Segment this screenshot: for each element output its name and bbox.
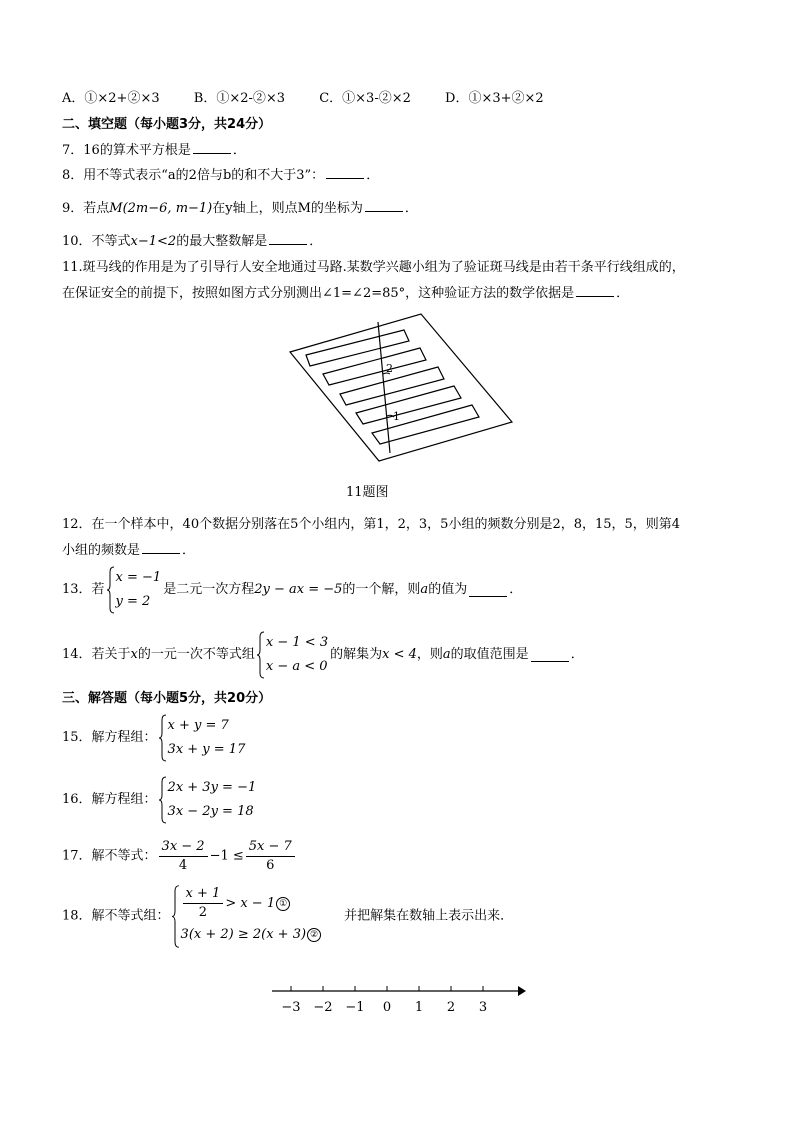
brace-icon — [257, 631, 265, 679]
tick-label: 1 — [414, 1000, 424, 1015]
section2-title: 二、填空题（每小题3分，共24分） — [62, 117, 272, 132]
fraction: $\frac{3x - 2}{4}$ — [159, 838, 208, 875]
tick-label: 3 — [478, 1000, 488, 1015]
mark-2: ② — [307, 928, 321, 942]
figure-caption: 11题图 — [346, 485, 389, 500]
option-a: A．①×2+②×3 — [62, 91, 160, 106]
inequality-system: x − 1 < 3 x − a < 0 — [257, 631, 328, 679]
brace-icon — [159, 776, 167, 824]
brace-icon — [107, 566, 115, 614]
answer-blank — [326, 166, 364, 179]
option-b: B．①×2-②×3 — [193, 91, 286, 106]
tick-label: −1 — [345, 1000, 365, 1015]
question-11-line2: 在保证安全的前提下，按照如图方式分别测出∠1=∠2=85°，这种验证方法的数学依据是 ． — [62, 286, 630, 301]
question-12-line2: 小组的频数是 ． — [62, 543, 196, 558]
answer-blank — [576, 284, 614, 297]
equation-system: 2x + 3y = −1 3x − 2y = 18 — [159, 776, 257, 824]
answer-blank — [193, 141, 231, 154]
answer-blank — [142, 541, 180, 554]
angle-label-2: 2 — [386, 362, 393, 375]
fraction: $\frac{x + 1}{2}$ — [183, 885, 224, 922]
tick-label: −3 — [281, 1000, 301, 1015]
inequality-system: $\frac{x + 1}{2}$ > x − 1 ① 3(x + 2) ≥ 2(x + 3) ② — [172, 885, 323, 948]
question-12-line1: 12．在一个样本中，40个数据分别落在5个小组内，第1，2，3，5小组的频数分别是2，8，15，5，则第4 — [62, 517, 681, 532]
tick-label: 0 — [382, 1000, 392, 1015]
zebra-crossing-figure — [286, 312, 516, 462]
arrow-right-icon — [518, 986, 526, 996]
question-15: 15．解方程组： x + y = 7 3x + y = 17 — [62, 714, 247, 762]
number-line — [268, 981, 538, 1021]
angle-label-1: 1 — [393, 410, 400, 423]
answer-blank — [469, 584, 507, 597]
question-14: 14．若关于x的一元一次不等式组 x − 1 < 3 x − a < 0 的解集为x < 4，则a的取值范围是 ． — [62, 631, 584, 679]
question-10: 10．不等式x−1<2的最大整数解是 ． — [62, 234, 323, 249]
option-d: D．①×3+②×2 — [445, 91, 544, 106]
question-11-line1: 11.斑马线的作用是为了引导行人安全地通过马路.某数学兴趣小组为了验证斑马线是由若干条平行线组成的， — [62, 260, 685, 275]
question-17: 17．解不等式： $\frac{3x - 2}{4}$ −1 ≤ $\frac{5x - 7}{6}$ — [62, 838, 297, 875]
fraction: $\frac{5x - 7}{6}$ — [246, 838, 295, 875]
brace-icon — [159, 714, 167, 762]
answer-blank — [531, 649, 569, 662]
brace-icon — [172, 885, 180, 948]
answer-blank — [269, 232, 307, 245]
mark-1: ① — [276, 897, 290, 911]
question-13: 13．若 x = −1 y = 2 是二元一次方程2y − ax = −5的一个解，则a的值为 ． — [62, 566, 522, 614]
question-8: 8．用不等式表示“a的2倍与b的和不大于3”： ． — [62, 168, 380, 183]
equation-system: x = −1 y = 2 — [107, 566, 162, 614]
tick-label: 2 — [446, 1000, 456, 1015]
answer-blank — [365, 199, 403, 212]
equation-system: x + y = 7 3x + y = 17 — [159, 714, 246, 762]
tick-label: −2 — [313, 1000, 333, 1015]
question-9: 9．若点M(2m−6, m−1)在y轴上，则点M的坐标为 ． — [62, 201, 418, 216]
question-18: 18．解不等式组： $\frac{x + 1}{2}$ > x − 1 ① 3(x + 2) ≥ 2(x + 3) ② 并把解集在数轴上表示出来． — [62, 885, 513, 948]
choice-options-row — [62, 90, 574, 108]
question-7: 7．16的算术平方根是 ． — [62, 143, 246, 158]
section3-title: 三、解答题（每小题5分，共20分） — [62, 691, 272, 706]
question-16: 16．解方程组： 2x + 3y = −1 3x − 2y = 18 — [62, 776, 258, 824]
option-c: C．①×3-②×2 — [319, 91, 411, 106]
